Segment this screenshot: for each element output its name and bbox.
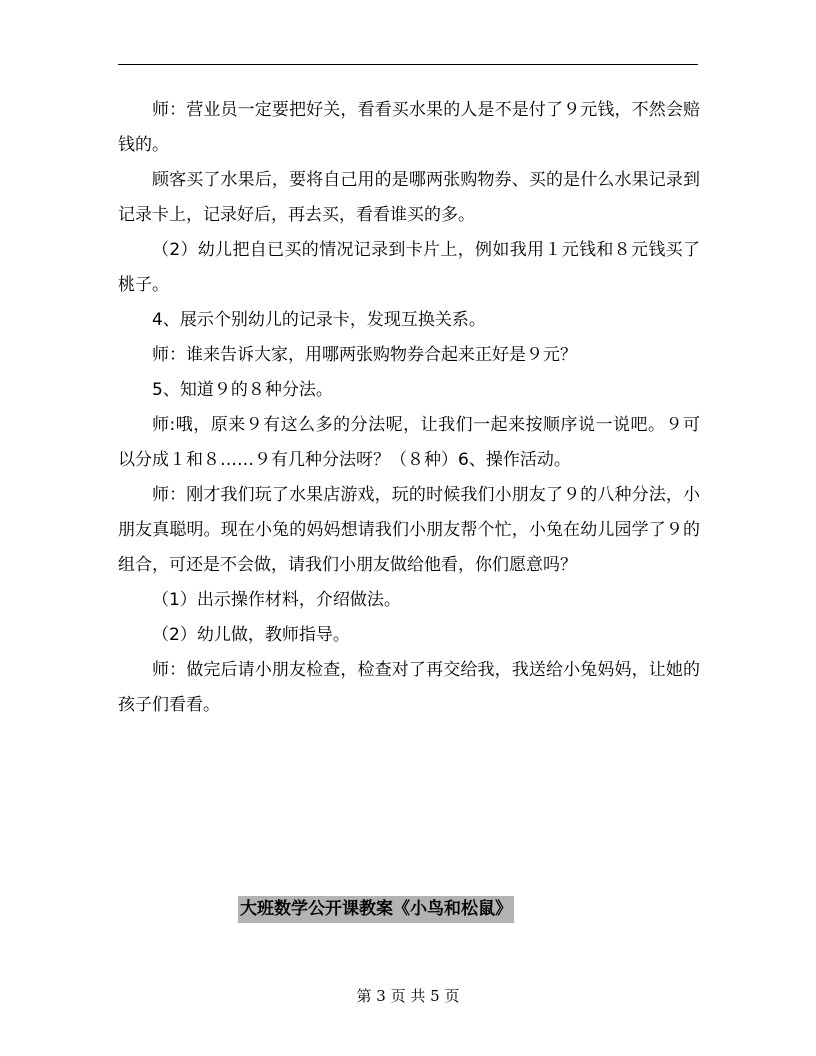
header-rule [118, 64, 698, 65]
paragraph: （2）幼儿把自已买的情况记录到卡片上，例如我用１元钱和８元钱买了桃子。 [118, 240, 700, 295]
paragraph: 师：营业员一定要把好关，看看买水果的人是不是付了９元钱，不然会赔钱的。 [118, 100, 700, 155]
paragraph: 4、展示个别幼儿的记录卡，发现互换关系。 [152, 310, 486, 330]
paragraph: （1）出示操作材料，介绍做法。 [152, 590, 401, 610]
paragraph: （2）幼儿做，教师指导。 [152, 625, 350, 645]
document-body [118, 93, 700, 723]
paragraph: 师：刚才我们玩了水果店游戏，玩的时候我们小朋友了９的八种分法，小朋友真聪明。现在小兔的妈妈想请我们小朋友帮个忙，小兔在幼儿园学了９的组合，可还是不会做，请我们小朋友做给他看，你们愿意吗？ [118, 485, 700, 575]
paragraph: 师:哦，原来９有这么多的分法呢，让我们一起来按顺序说一说吧。９可以分成１和８……９有几种分法呀？（８种）6、操作活动。 [118, 415, 700, 470]
paragraph: 5、知道９的８种分法。 [152, 380, 333, 400]
page-number-footer: 第 3 页 共 5 页 [356, 987, 460, 1005]
paragraph: 顾客买了水果后，要将自己用的是哪两张购物券、买的是什么水果记录到记录卡上，记录好后，再去买，看看谁买的多。 [118, 170, 700, 225]
next-lesson-title: 大班数学公开课教案《小鸟和松鼠》 [238, 896, 514, 923]
paragraph: 师：谁来告诉大家，用哪两张购物券合起来正好是９元？ [152, 345, 577, 365]
paragraph: 师：做完后请小朋友检查，检查对了再交给我，我送给小兔妈妈，让她的孩子们看看。 [118, 660, 700, 715]
